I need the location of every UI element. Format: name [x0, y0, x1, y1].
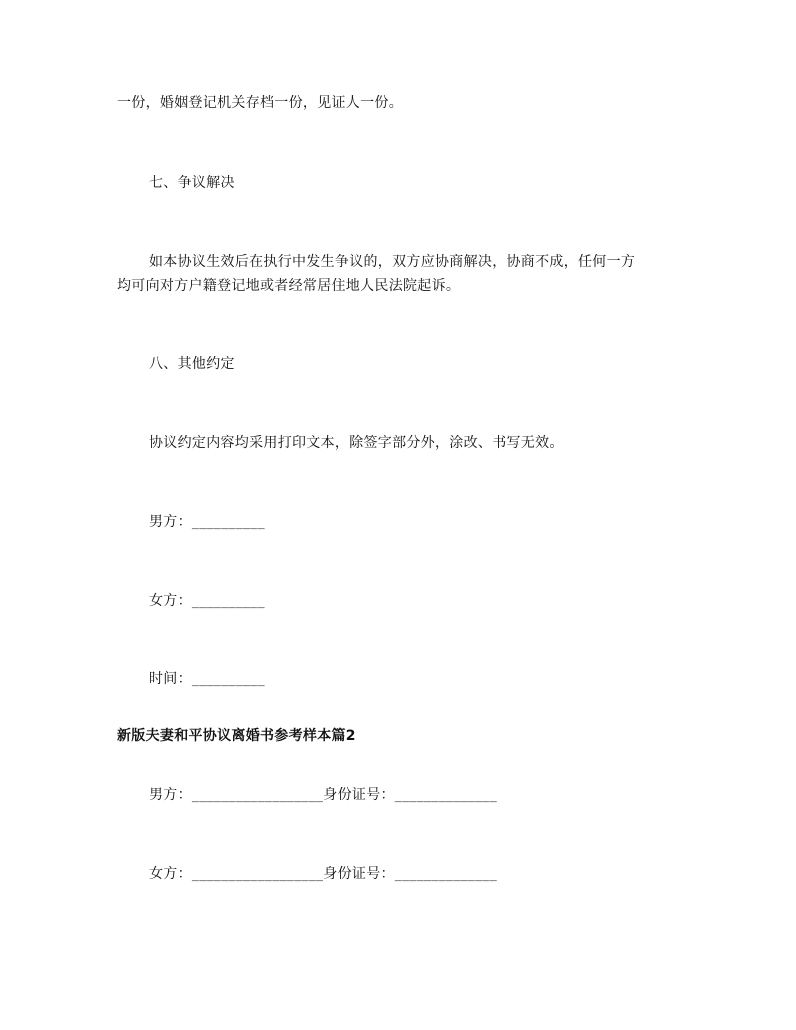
female-info-line: 女方：__________________身份证号：______________ — [149, 866, 497, 882]
article-2-title: 新版夫妻和平协议离婚书参考样本篇2 — [117, 728, 356, 744]
signature-female: 女方：__________ — [149, 593, 265, 609]
signature-male: 男方：__________ — [149, 514, 265, 530]
male-info-line: 男方：__________________身份证号：______________ — [149, 787, 497, 803]
section-8-body: 协议约定内容均采用打印文本，除签字部分外，涂改、书写无效。 — [149, 435, 564, 451]
section-7-title: 七、争议解决 — [149, 175, 235, 191]
section-7-line-1: 如本协议生效后在执行中发生争议的，双方应协商解决，协商不成，任何一方 — [149, 254, 636, 270]
section-8-title: 八、其他约定 — [149, 356, 235, 372]
section-7-line-2: 均可向对方户籍登记地或者经常居住地人民法院起诉。 — [117, 278, 461, 294]
paragraph-continuation: 一份，婚姻登记机关存档一份，见证人一份。 — [117, 95, 403, 111]
signature-time: 时间：__________ — [149, 671, 265, 687]
